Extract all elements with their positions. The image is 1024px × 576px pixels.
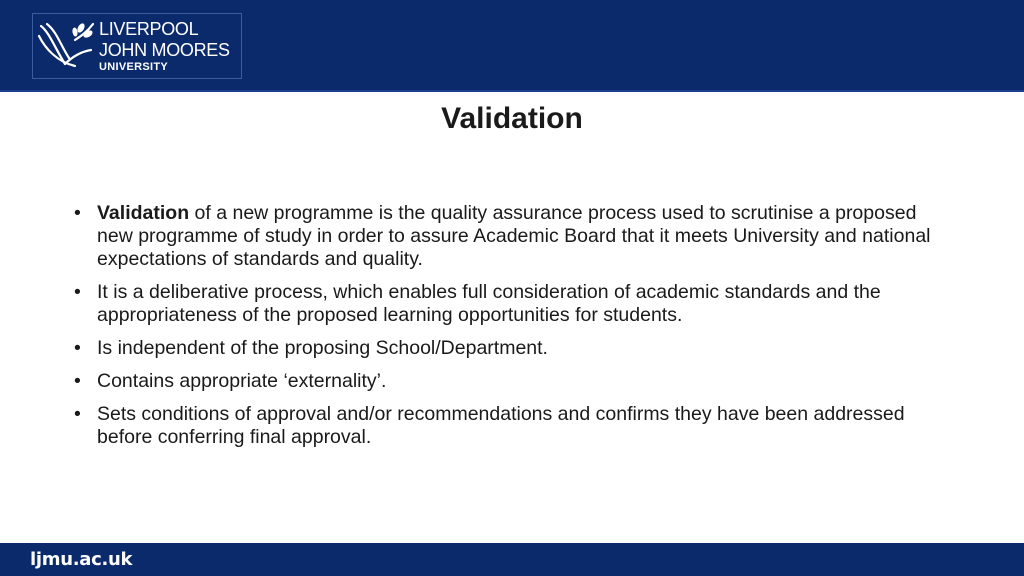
slide-title-text: Validation (441, 102, 583, 135)
bullet-dot: • (74, 202, 81, 224)
bullet-item-5 (74, 403, 954, 449)
bullet-text: of a new programme is the quality assurance process used to scrutinise a proposed new programme of study in order to assure Academic Board that it meets University and national expectations of standards and quality. (97, 202, 931, 270)
footer-bar (0, 543, 1024, 576)
slide-title (0, 102, 1024, 136)
bullet-dot: • (74, 337, 81, 359)
bullet-item-4 (74, 370, 954, 393)
logo-line-university: UNIVERSITY (99, 61, 169, 73)
bullet-text: Is independent of the proposing School/Department. (97, 337, 548, 359)
bullet-dot: • (74, 370, 81, 392)
bullet-item-2 (74, 281, 954, 327)
logo-wordmark (99, 20, 230, 73)
ljmu-emblem-icon (35, 18, 97, 76)
header-bar (0, 0, 1024, 92)
logo-line-john-moores: JOHN MOORES (99, 40, 230, 60)
bullet-text: Sets conditions of approval and/or recommendations and confirms they have been addressed before conferring final approval. (97, 403, 905, 448)
footer-website-link[interactable]: ljmu.ac.uk (30, 549, 133, 570)
bullet-text: It is a deliberative process, which enables full consideration of academic standards and the appropriateness of the proposed learning opportunities for students. (97, 281, 881, 326)
bullet-item-3 (74, 337, 954, 360)
bullet-item-1 (74, 202, 954, 271)
university-logo[interactable] (32, 13, 242, 79)
bullet-text: Contains appropriate ‘externality’. (97, 370, 387, 392)
bullet-dot: • (74, 281, 81, 303)
bullet-dot: • (74, 403, 81, 425)
bullet-list (74, 202, 954, 459)
bullet-bold-term: Validation (97, 202, 190, 224)
logo-line-liverpool: LIVERPOOL (99, 19, 199, 39)
